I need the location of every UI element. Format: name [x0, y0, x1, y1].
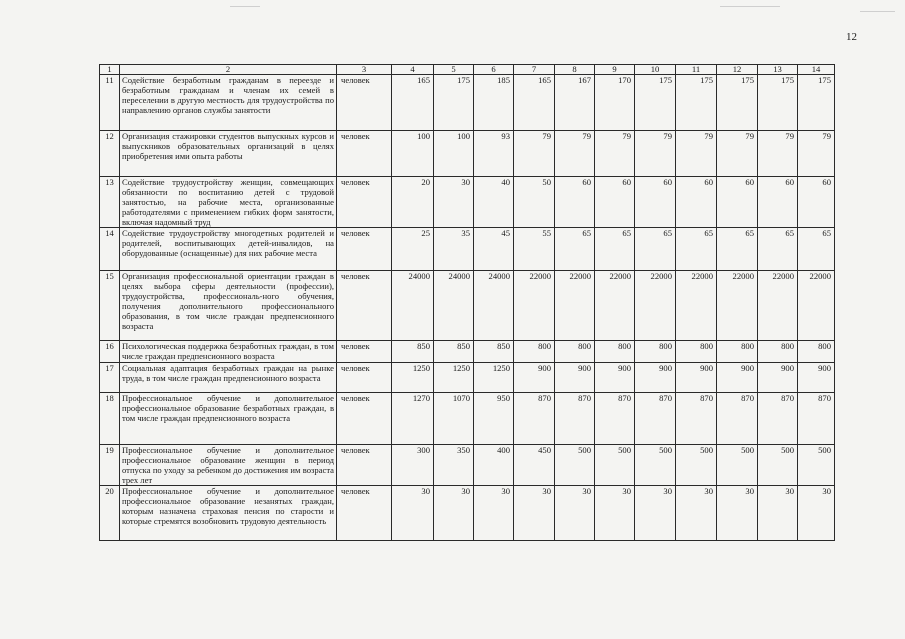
value-cell: 65 — [758, 228, 798, 271]
value-cell: 870 — [514, 393, 555, 445]
table-row — [100, 341, 835, 363]
value-cell: 45 — [474, 228, 514, 271]
measure-description: Психологическая поддержка безработных граждан, в том числе граждан предпенсионного возраста — [120, 341, 337, 363]
table-header-row — [100, 65, 835, 75]
value-cell: 60 — [635, 177, 676, 228]
unit-of-measure: человек — [337, 363, 392, 393]
value-cell: 800 — [758, 341, 798, 363]
value-cell: 800 — [717, 341, 758, 363]
unit-of-measure: человек — [337, 228, 392, 271]
table-row — [100, 131, 835, 177]
table-row — [100, 75, 835, 131]
unit-of-measure: человек — [337, 393, 392, 445]
unit-of-measure: человек — [337, 445, 392, 486]
column-header: 3 — [337, 65, 392, 75]
unit-of-measure: человек — [337, 131, 392, 177]
row-number: 15 — [100, 271, 120, 341]
row-number: 16 — [100, 341, 120, 363]
value-cell: 24000 — [434, 271, 474, 341]
value-cell: 870 — [798, 393, 835, 445]
value-cell: 400 — [474, 445, 514, 486]
column-header: 10 — [635, 65, 676, 75]
value-cell: 1250 — [434, 363, 474, 393]
value-cell: 800 — [676, 341, 717, 363]
value-cell: 850 — [392, 341, 434, 363]
value-cell: 1250 — [392, 363, 434, 393]
value-cell: 60 — [676, 177, 717, 228]
row-number: 17 — [100, 363, 120, 393]
unit-of-measure: человек — [337, 271, 392, 341]
value-cell: 500 — [798, 445, 835, 486]
value-cell: 30 — [676, 486, 717, 541]
column-header: 9 — [595, 65, 635, 75]
value-cell: 22000 — [514, 271, 555, 341]
value-cell: 35 — [434, 228, 474, 271]
scan-edge-mark — [860, 11, 895, 12]
value-cell: 93 — [474, 131, 514, 177]
table-row — [100, 445, 835, 486]
value-cell: 800 — [595, 341, 635, 363]
table-row — [100, 393, 835, 445]
column-header: 1 — [100, 65, 120, 75]
table-row — [100, 271, 835, 341]
measure-description: Профессиональное обучение и дополнительное профессиональное образование безработных граждан, в том числе граждан предпенсионного возраста — [120, 393, 337, 445]
value-cell: 300 — [392, 445, 434, 486]
measure-description: Организация профессиональной ориентации граждан в целях выбора сферы деятельности (профессии), трудоустройства, профессиональ-ного обучения, получения дополнительного профессионального образования, в том числе граждан предпенсионного возраста — [120, 271, 337, 341]
value-cell: 167 — [555, 75, 595, 131]
value-cell: 800 — [635, 341, 676, 363]
value-cell: 450 — [514, 445, 555, 486]
value-cell: 900 — [758, 363, 798, 393]
value-cell: 50 — [514, 177, 555, 228]
value-cell: 60 — [555, 177, 595, 228]
table-row — [100, 177, 835, 228]
value-cell: 79 — [514, 131, 555, 177]
page-number: 12 — [846, 31, 857, 43]
indicators-table-container — [99, 64, 834, 541]
column-header: 8 — [555, 65, 595, 75]
value-cell: 900 — [635, 363, 676, 393]
value-cell: 55 — [514, 228, 555, 271]
value-cell: 22000 — [676, 271, 717, 341]
measure-description: Профессиональное обучение и дополнительное профессиональное образование незанятых граждан, которым назначена страховая пенсия по старости и которые стремятся возобновить трудовую деятельность — [120, 486, 337, 541]
value-cell: 950 — [474, 393, 514, 445]
value-cell: 350 — [434, 445, 474, 486]
row-number: 12 — [100, 131, 120, 177]
value-cell: 24000 — [392, 271, 434, 341]
value-cell: 870 — [595, 393, 635, 445]
value-cell: 65 — [555, 228, 595, 271]
value-cell: 79 — [798, 131, 835, 177]
value-cell: 60 — [717, 177, 758, 228]
measure-description: Содействие трудоустройству многодетных родителей и родителей, воспитывающих детей-инвалидов, на оборудованные (оснащенные) для них рабочие места — [120, 228, 337, 271]
value-cell: 900 — [676, 363, 717, 393]
row-number: 19 — [100, 445, 120, 486]
value-cell: 79 — [676, 131, 717, 177]
value-cell: 870 — [758, 393, 798, 445]
value-cell: 870 — [635, 393, 676, 445]
value-cell: 40 — [474, 177, 514, 228]
scan-edge-mark — [230, 6, 260, 7]
column-header: 2 — [120, 65, 337, 75]
value-cell: 100 — [434, 131, 474, 177]
value-cell: 79 — [555, 131, 595, 177]
value-cell: 22000 — [635, 271, 676, 341]
value-cell: 500 — [595, 445, 635, 486]
column-header: 11 — [676, 65, 717, 75]
value-cell: 65 — [717, 228, 758, 271]
value-cell: 185 — [474, 75, 514, 131]
value-cell: 850 — [474, 341, 514, 363]
value-cell: 850 — [434, 341, 474, 363]
value-cell: 870 — [717, 393, 758, 445]
value-cell: 900 — [514, 363, 555, 393]
unit-of-measure: человек — [337, 341, 392, 363]
value-cell: 22000 — [717, 271, 758, 341]
indicators-table — [99, 64, 835, 541]
value-cell: 165 — [514, 75, 555, 131]
column-header: 14 — [798, 65, 835, 75]
value-cell: 175 — [434, 75, 474, 131]
value-cell: 30 — [514, 486, 555, 541]
value-cell: 30 — [474, 486, 514, 541]
value-cell: 79 — [635, 131, 676, 177]
value-cell: 30 — [635, 486, 676, 541]
column-header: 12 — [717, 65, 758, 75]
value-cell: 870 — [676, 393, 717, 445]
value-cell: 79 — [595, 131, 635, 177]
measure-description: Социальная адаптация безработных граждан на рынке труда, в том числе граждан предпенсионного возраста — [120, 363, 337, 393]
value-cell: 65 — [676, 228, 717, 271]
measure-description: Профессиональное обучение и дополнительное профессиональное образование женщин в период отпуска по уходу за ребенком до достижения им возраста трех лет — [120, 445, 337, 486]
value-cell: 60 — [758, 177, 798, 228]
value-cell: 175 — [635, 75, 676, 131]
scan-edge-mark — [720, 6, 780, 7]
value-cell: 175 — [798, 75, 835, 131]
value-cell: 800 — [514, 341, 555, 363]
column-header: 5 — [434, 65, 474, 75]
value-cell: 22000 — [798, 271, 835, 341]
value-cell: 22000 — [595, 271, 635, 341]
column-header: 6 — [474, 65, 514, 75]
table-body — [100, 75, 835, 541]
unit-of-measure: человек — [337, 177, 392, 228]
value-cell: 1070 — [434, 393, 474, 445]
value-cell: 30 — [798, 486, 835, 541]
value-cell: 500 — [676, 445, 717, 486]
value-cell: 22000 — [758, 271, 798, 341]
value-cell: 24000 — [474, 271, 514, 341]
value-cell: 20 — [392, 177, 434, 228]
value-cell: 1250 — [474, 363, 514, 393]
value-cell: 100 — [392, 131, 434, 177]
value-cell: 500 — [758, 445, 798, 486]
measure-description: Организация стажировки студентов выпускных курсов и выпускников образовательных организаций в целях приобретения ими опыта работы — [120, 131, 337, 177]
value-cell: 170 — [595, 75, 635, 131]
table-row — [100, 363, 835, 393]
value-cell: 30 — [555, 486, 595, 541]
value-cell: 900 — [798, 363, 835, 393]
value-cell: 22000 — [555, 271, 595, 341]
value-cell: 30 — [392, 486, 434, 541]
value-cell: 60 — [798, 177, 835, 228]
row-number: 18 — [100, 393, 120, 445]
value-cell: 900 — [717, 363, 758, 393]
row-number: 13 — [100, 177, 120, 228]
measure-description: Содействие безработным гражданам в переезде и безработным гражданам и членам их семей в переселении в другую местность для трудоустройства по направлению органов службы занятости — [120, 75, 337, 131]
row-number: 14 — [100, 228, 120, 271]
column-header: 4 — [392, 65, 434, 75]
value-cell: 1270 — [392, 393, 434, 445]
value-cell: 175 — [758, 75, 798, 131]
row-number: 20 — [100, 486, 120, 541]
measure-description: Содействие трудоустройству женщин, совмещающих обязанности по воспитанию детей с трудовой занятостью, на рабочие места, организованные работодателями с применением гибких форм занятости, включая надомный труд — [120, 177, 337, 228]
value-cell: 175 — [717, 75, 758, 131]
value-cell: 79 — [758, 131, 798, 177]
value-cell: 65 — [595, 228, 635, 271]
table-row — [100, 486, 835, 541]
value-cell: 500 — [635, 445, 676, 486]
value-cell: 30 — [758, 486, 798, 541]
row-number: 11 — [100, 75, 120, 131]
value-cell: 500 — [717, 445, 758, 486]
value-cell: 900 — [595, 363, 635, 393]
value-cell: 60 — [595, 177, 635, 228]
value-cell: 800 — [798, 341, 835, 363]
value-cell: 25 — [392, 228, 434, 271]
value-cell: 79 — [717, 131, 758, 177]
value-cell: 65 — [798, 228, 835, 271]
value-cell: 30 — [434, 177, 474, 228]
value-cell: 165 — [392, 75, 434, 131]
value-cell: 870 — [555, 393, 595, 445]
value-cell: 800 — [555, 341, 595, 363]
value-cell: 500 — [555, 445, 595, 486]
column-header: 13 — [758, 65, 798, 75]
value-cell: 900 — [555, 363, 595, 393]
unit-of-measure: человек — [337, 486, 392, 541]
column-header: 7 — [514, 65, 555, 75]
table-row — [100, 228, 835, 271]
value-cell: 30 — [717, 486, 758, 541]
value-cell: 175 — [676, 75, 717, 131]
unit-of-measure: человек — [337, 75, 392, 131]
value-cell: 65 — [635, 228, 676, 271]
value-cell: 30 — [434, 486, 474, 541]
value-cell: 30 — [595, 486, 635, 541]
